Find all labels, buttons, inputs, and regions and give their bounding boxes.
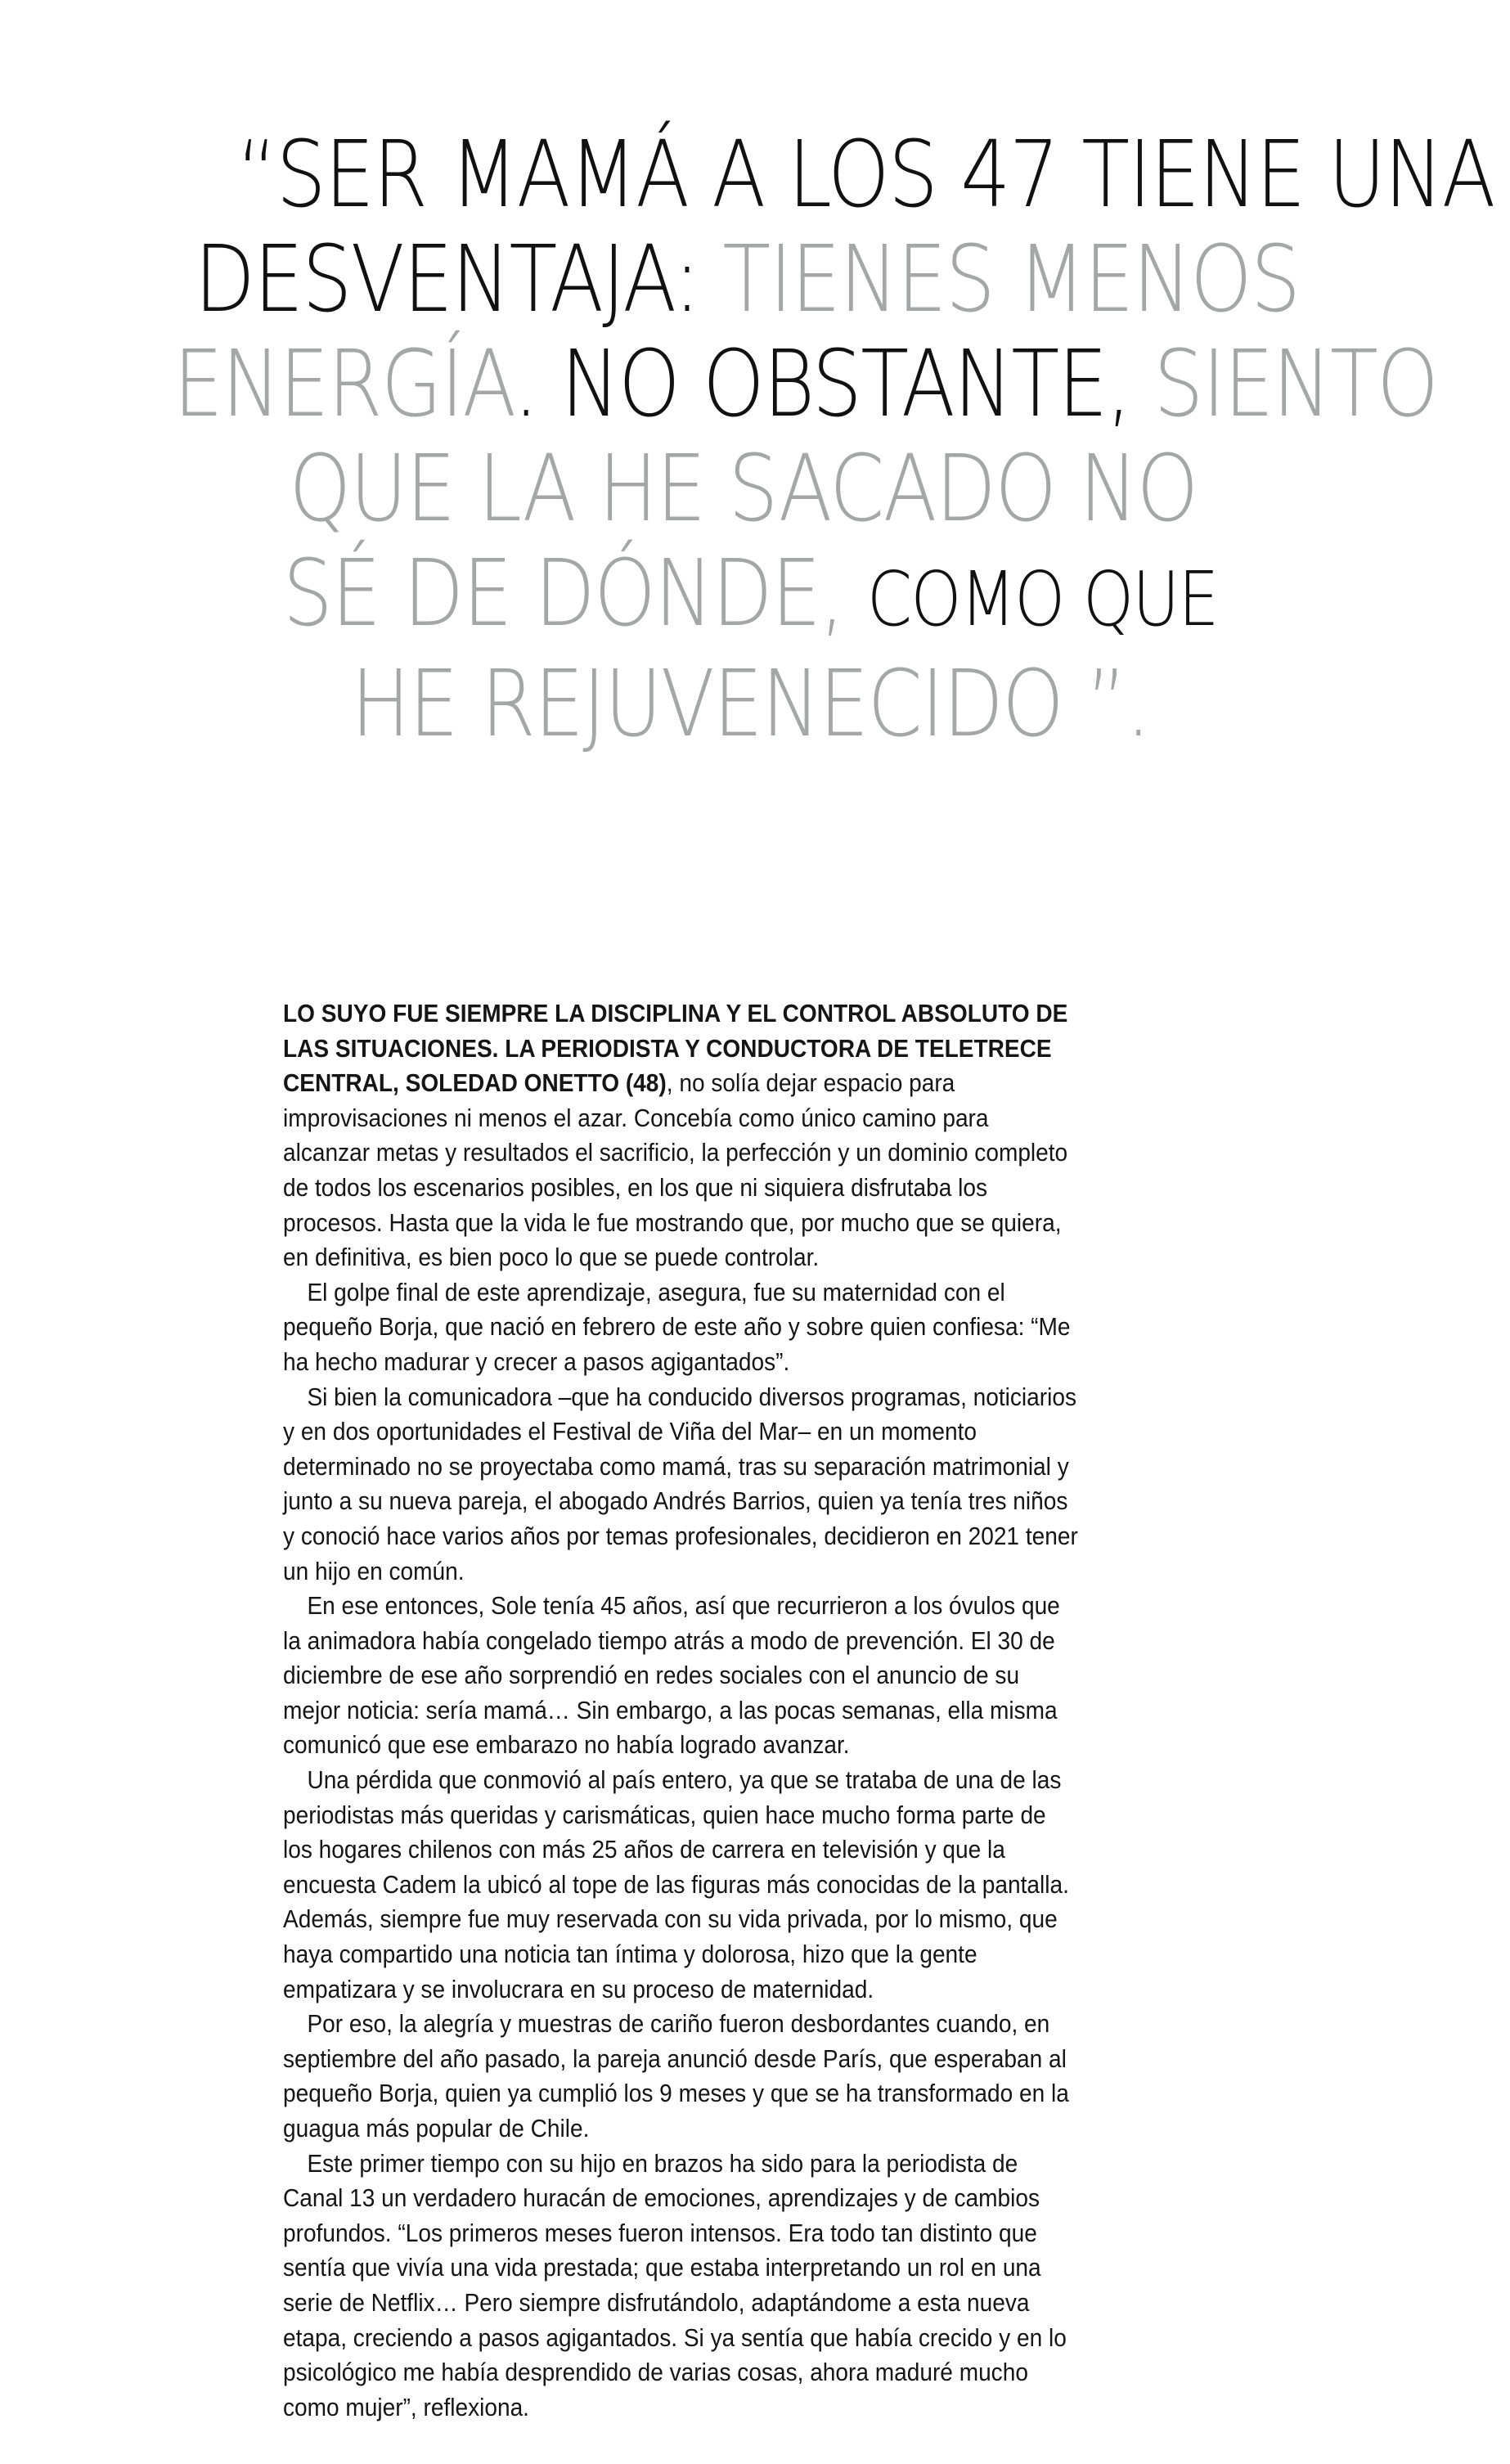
article-paragraph: Por eso, la alegría y muestras de cariño fueron desbordantes cuando, en septiembre del año pasado, la pareja anunció desde París, que esperaban al pequeño Borja, quien ya cumplió los 9 meses y que se ha transformado en la guagua más popular de Chile. — [283, 2010, 1069, 2143]
pull-quote — [173, 122, 1494, 758]
article-paragraph: Una pérdida que conmovió al país entero, ya que se trataba de una de las periodistas más queridas y carismáticas, quien hace mucho forma parte de los hogares chilenos con más 25 años de carrera en televisión y que la encuesta Cadem la ubicó al tope de las figuras más conocidas de la pantalla. Además, siempre fue muy reservada con su vida privada, por lo mismo, que haya compartido una noticia tan íntima y dolorosa, hizo que la gente empatizara y se involucrara en su proceso de maternidad. — [283, 1766, 1069, 2003]
lead-text: , no solía dejar espacio para improvisaciones ni menos el azar. Concebía como único camino para alcanzar metas y resultados el sacrificio, la perfección y un dominio completo de todos los escenarios posibles, en los que ni siquiera disfrutaba los procesos. Hasta que la vida le fue mostrando que, por mucho que se quiera, en definitiva, es bien poco lo que se puede controlar. — [283, 1069, 1068, 1272]
quote-segment: “SER MAMÁ A LOS 47 TIENE UNA — [236, 122, 1494, 228]
article-body — [283, 996, 1081, 2425]
article-paragraph: Si bien la comunicadora –que ha conducido diversos programas, noticiarios y en dos oportunidades el Festival de Viña del Mar– en un momento determinado no se proyectaba como mamá, tras su separación matrimonial y junto a su nueva pareja, el abogado Andrés Barrios, quien ya tenía tres niños y conoció hace varios años por temas profesionales, decidieron en 2021 tener un hijo en común. — [283, 1383, 1078, 1585]
pull-quote-line-4 — [173, 437, 1299, 542]
article-paragraph-lead — [283, 996, 1081, 1275]
article-paragraph: En ese entonces, Sole tenía 45 años, así que recurrieron a los óvulos que la animadora había congelado tiempo atrás a modo de prevención. El 30 de diciembre de ese año sorprendió en redes sociales con el anuncio de su mejor noticia: sería mamá… Sin embargo, a las pocas semanas, ella misma comunicó que ese embarazo no había logrado avanzar. — [283, 1592, 1060, 1760]
quote-segment-highlight: ENERGÍA — [173, 331, 514, 438]
pull-quote-line-1 — [173, 122, 1494, 228]
pull-quote-line-3 — [173, 331, 1438, 438]
lead-caps: LO SUYO FUE SIEMPRE LA DISCIPLINA Y EL CONTROL ABSOLUTO DE LAS SITUACIONES. LA PERIODISTA Y CONDUCTORA DE TELETRECE CENTRAL, SOLEDAD ONETTO (48) — [283, 1000, 1068, 1098]
pull-quote-line-5 — [173, 542, 1299, 652]
quote-segment: COMO QUE — [866, 555, 1218, 643]
quote-segment-highlight: SIENTO — [1153, 331, 1438, 438]
quote-segment-highlight: QUE LA HE SACADO NO — [289, 436, 1198, 542]
article-paragraph: Este primer tiempo con su hijo en brazos ha sido para la periodista de Canal 13 un verdadero huracán de emociones, aprendizajes y de cambios profundos. “Los primeros meses fueron intensos. Era todo tan distinto que sentía que vivía una vida prestada; que estaba interpretando un rol en una serie de Netflix… Pero siempre disfrutándolo, adaptándome a esta nueva etapa, creciendo a pasos agigantados. Si ya sentía que había crecido y en lo psicológico me había desprendido de varias cosas, ahora maduré mucho como mujer”, reflexiona. — [283, 2149, 1067, 2421]
quote-segment: DESVENTAJA: — [194, 227, 723, 333]
article-paragraph: El golpe final de este aprendizaje, asegura, fue su maternidad con el pequeño Borja, que nació en febrero de este año y sobre quien confiesa: “Me ha hecho madurar y crecer a pasos agigantados”. — [283, 1278, 1071, 1376]
pull-quote-line-6 — [173, 652, 1299, 757]
quote-segment-highlight: HE REJUVENECIDO ”. — [351, 651, 1150, 758]
quote-segment-highlight: SÉ DE DÓNDE, — [282, 541, 867, 647]
quote-segment: . NO OBSTANTE, — [513, 331, 1154, 438]
quote-segment-highlight: TIENES MENOS — [722, 227, 1300, 333]
pull-quote-line-2 — [173, 227, 1299, 332]
